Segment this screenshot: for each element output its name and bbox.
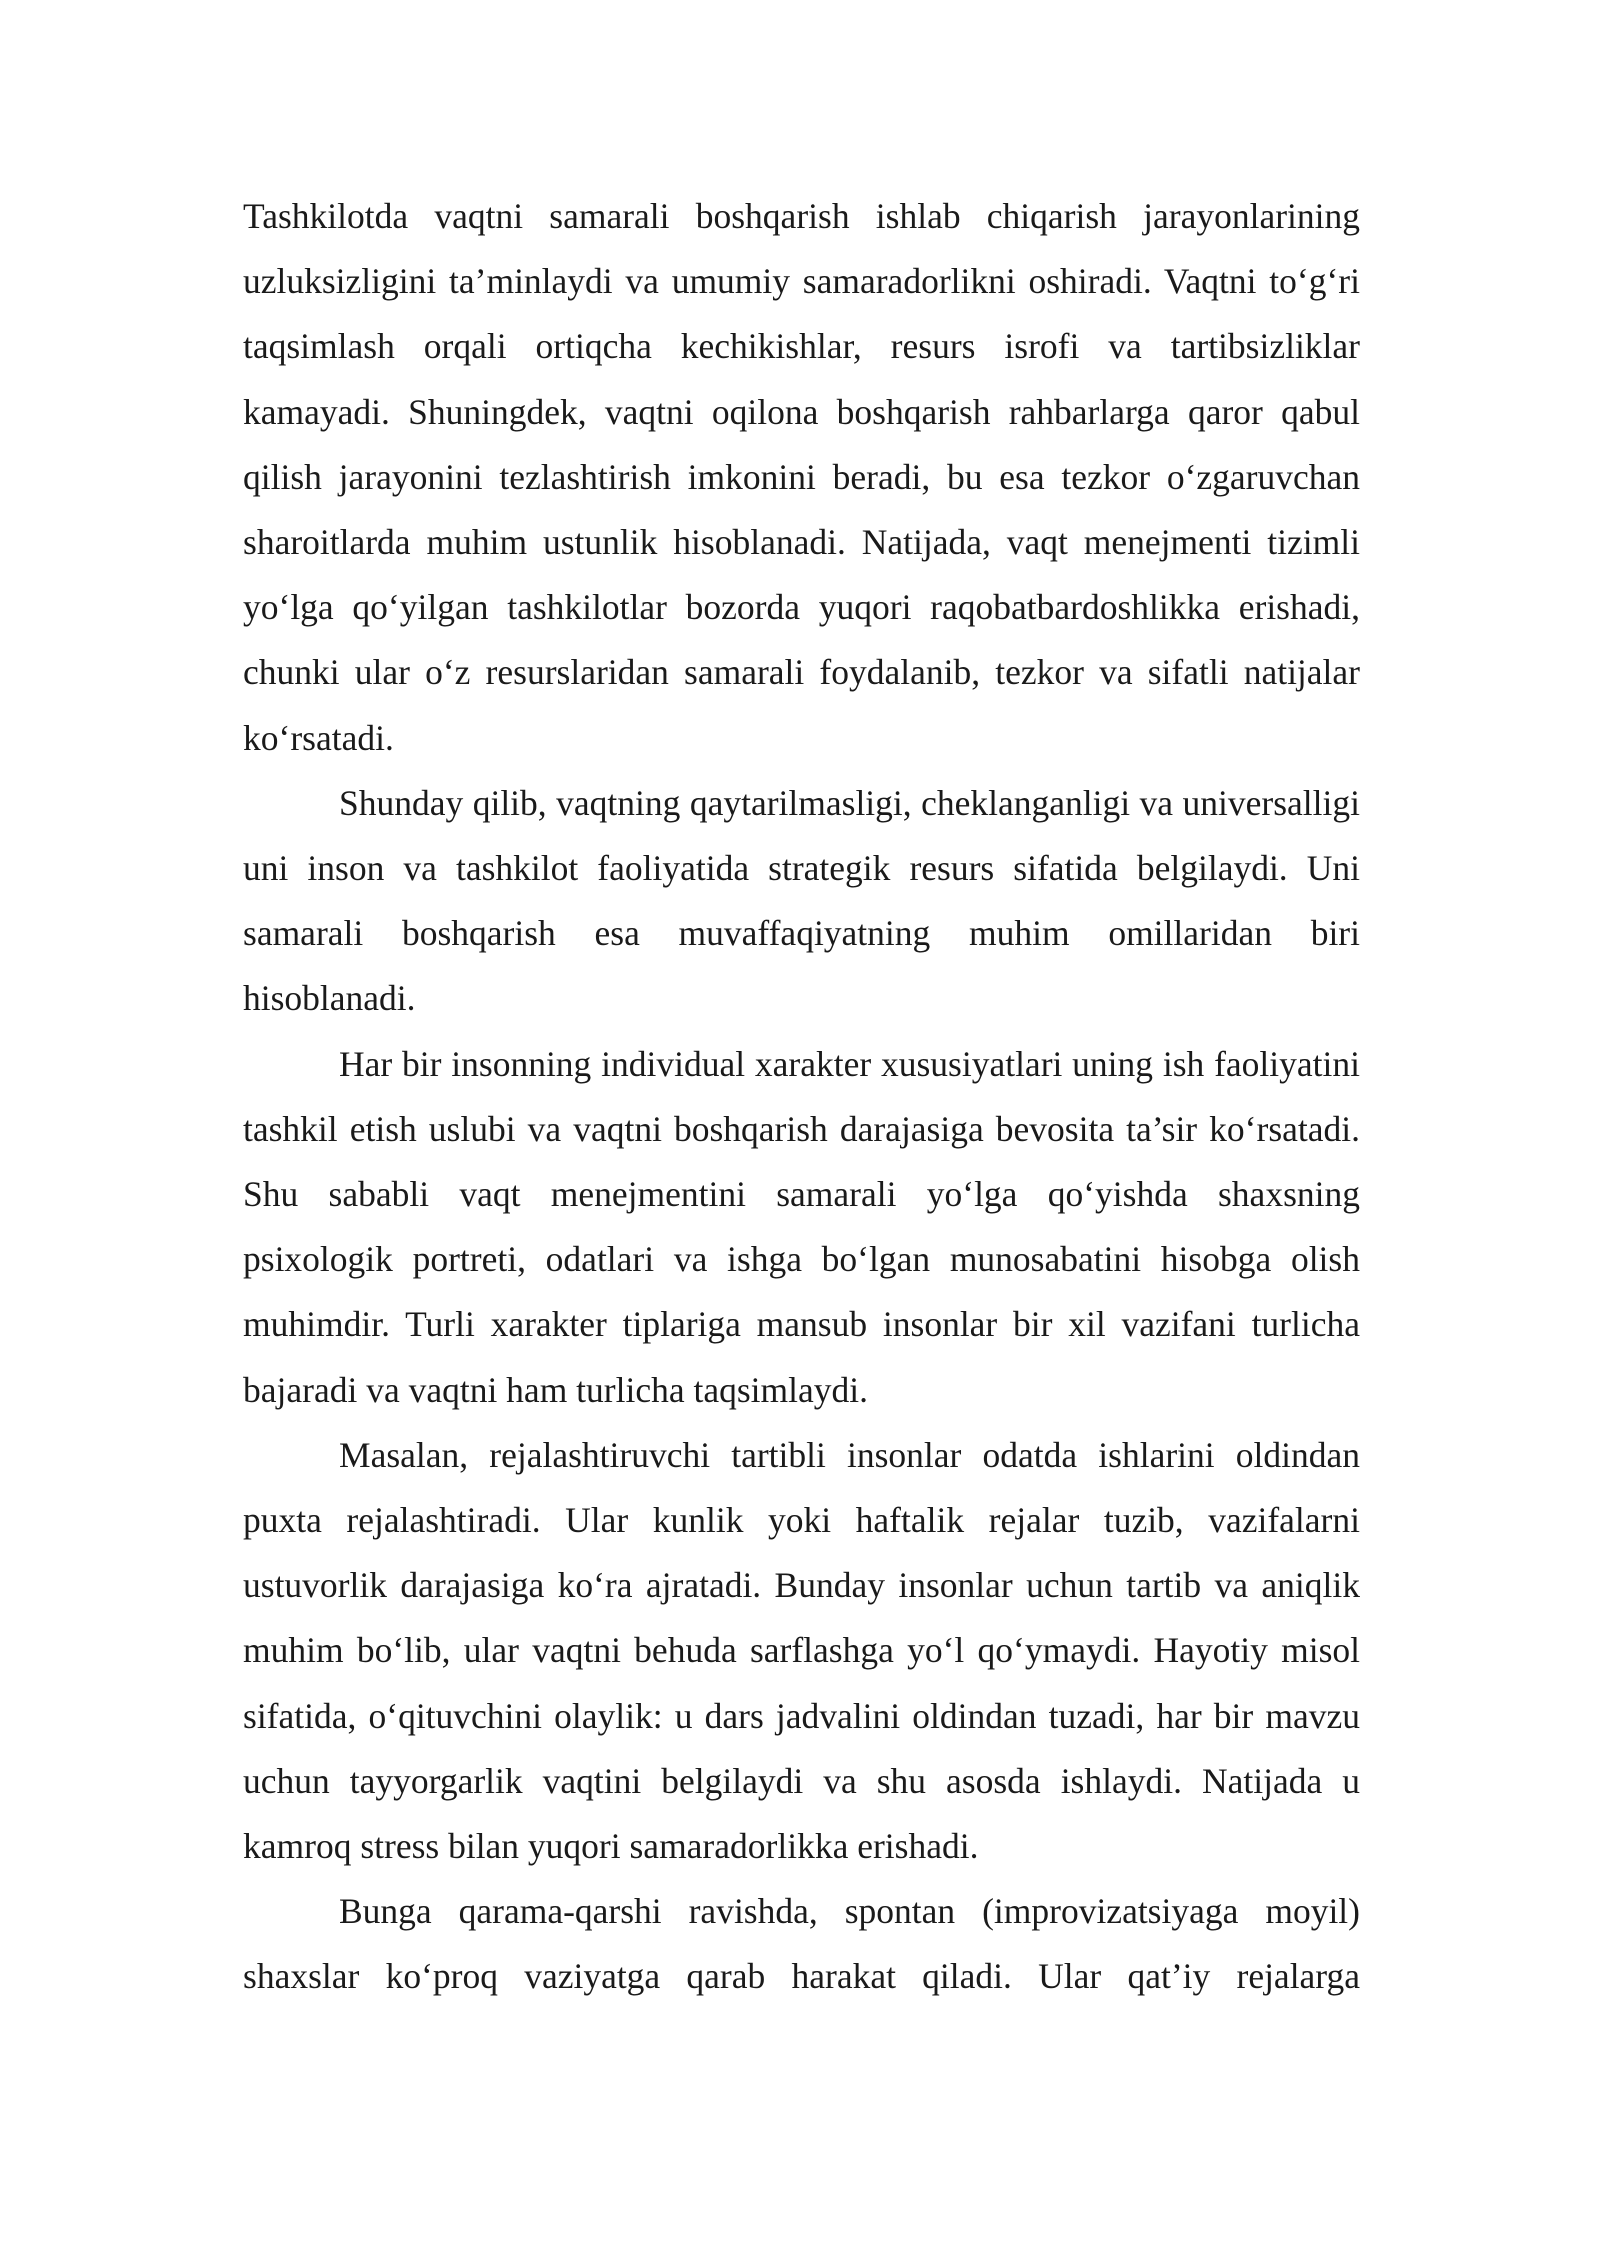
paragraph-5: Bunga qarama-qarshi ravishda, spontan (improvizatsiyaga moyil) shaxslar ko‘proq vaziyatga qarab harakat qiladi. Ular qat’iy rejalarga [243, 1891, 1360, 1997]
paragraph-4: Masalan, rejalashtiruvchi tartibli insonlar odatda ishlarini oldindan puxta rejalashtiradi. Ular kunlik yoki haftalik rejalar tuzib, vazifalarni ustuvorlik darajasiga ko‘ra ajratadi. Bunday insonlar uchun tartib va aniqlik muhim bo‘lib, ular vaqtni behuda sarflashga yo‘l qo‘ymaydi. Hayotiy misol sifatida, o‘qituvchini olaylik: u dars jadvalini oldindan tuzadi, har bir mavzu uchun tayyorgarlik vaqtini belgilaydi va shu asosda ishlaydi. Natijada u kamroq stress bilan yuqori samaradorlikka erishadi. [243, 1434, 1360, 1867]
body-text [243, 184, 1360, 2010]
paragraph-3: Har bir insonning individual xarakter xususiyatlari uning ish faoliyatini tashkil etish uslubi va vaqtni boshqarish darajasiga bevosita ta’sir ko‘rsatadi. Shu sababli vaqt menejmentini samarali yo‘lga qo‘yishda shaxsning psixologik portreti, odatlari va ishga bo‘lgan munosabatini hisobga olish muhimdir. Turli xarakter tiplariga mansub insonlar bir xil vazifani turlicha bajaradi va vaqtni ham turlicha taqsimlaydi. [243, 1043, 1360, 1410]
paragraph-2: Shunday qilib, vaqtning qaytarilmasligi, cheklanganligi va universalligi uni inson va tashkilot faoliyatida strategik resurs sifatida belgilaydi. Uni samarali boshqarish esa muvaffaqiyatning muhim omillaridan biri hisoblanadi. [243, 782, 1360, 1019]
paragraph-1: Tashkilotda vaqtni samarali boshqarish ishlab chiqarish jarayonlarining uzluksizligini ta’minlaydi va umumiy samaradorlikni oshiradi. Vaqtni to‘g‘ri taqsimlash orqali ortiqcha kechikishlar, resurs isrofi va tartibsizliklar kamayadi. Shuningdek, vaqtni oqilona boshqarish rahbarlarga qaror qabul qilish jarayonini tezlashtirish imkonini beradi, bu esa tezkor o‘zgaruvchan sharoitlarda muhim ustunlik hisoblanadi. Natijada, vaqt menejmenti tizimli yo‘lga qo‘yilgan tashkilotlar bozorda yuqori raqobatbardoshlikka erishadi, chunki ular o‘z resurslaridan samarali foydalanib, tezkor va sifatli natijalar ko‘rsatadi. [243, 196, 1360, 758]
